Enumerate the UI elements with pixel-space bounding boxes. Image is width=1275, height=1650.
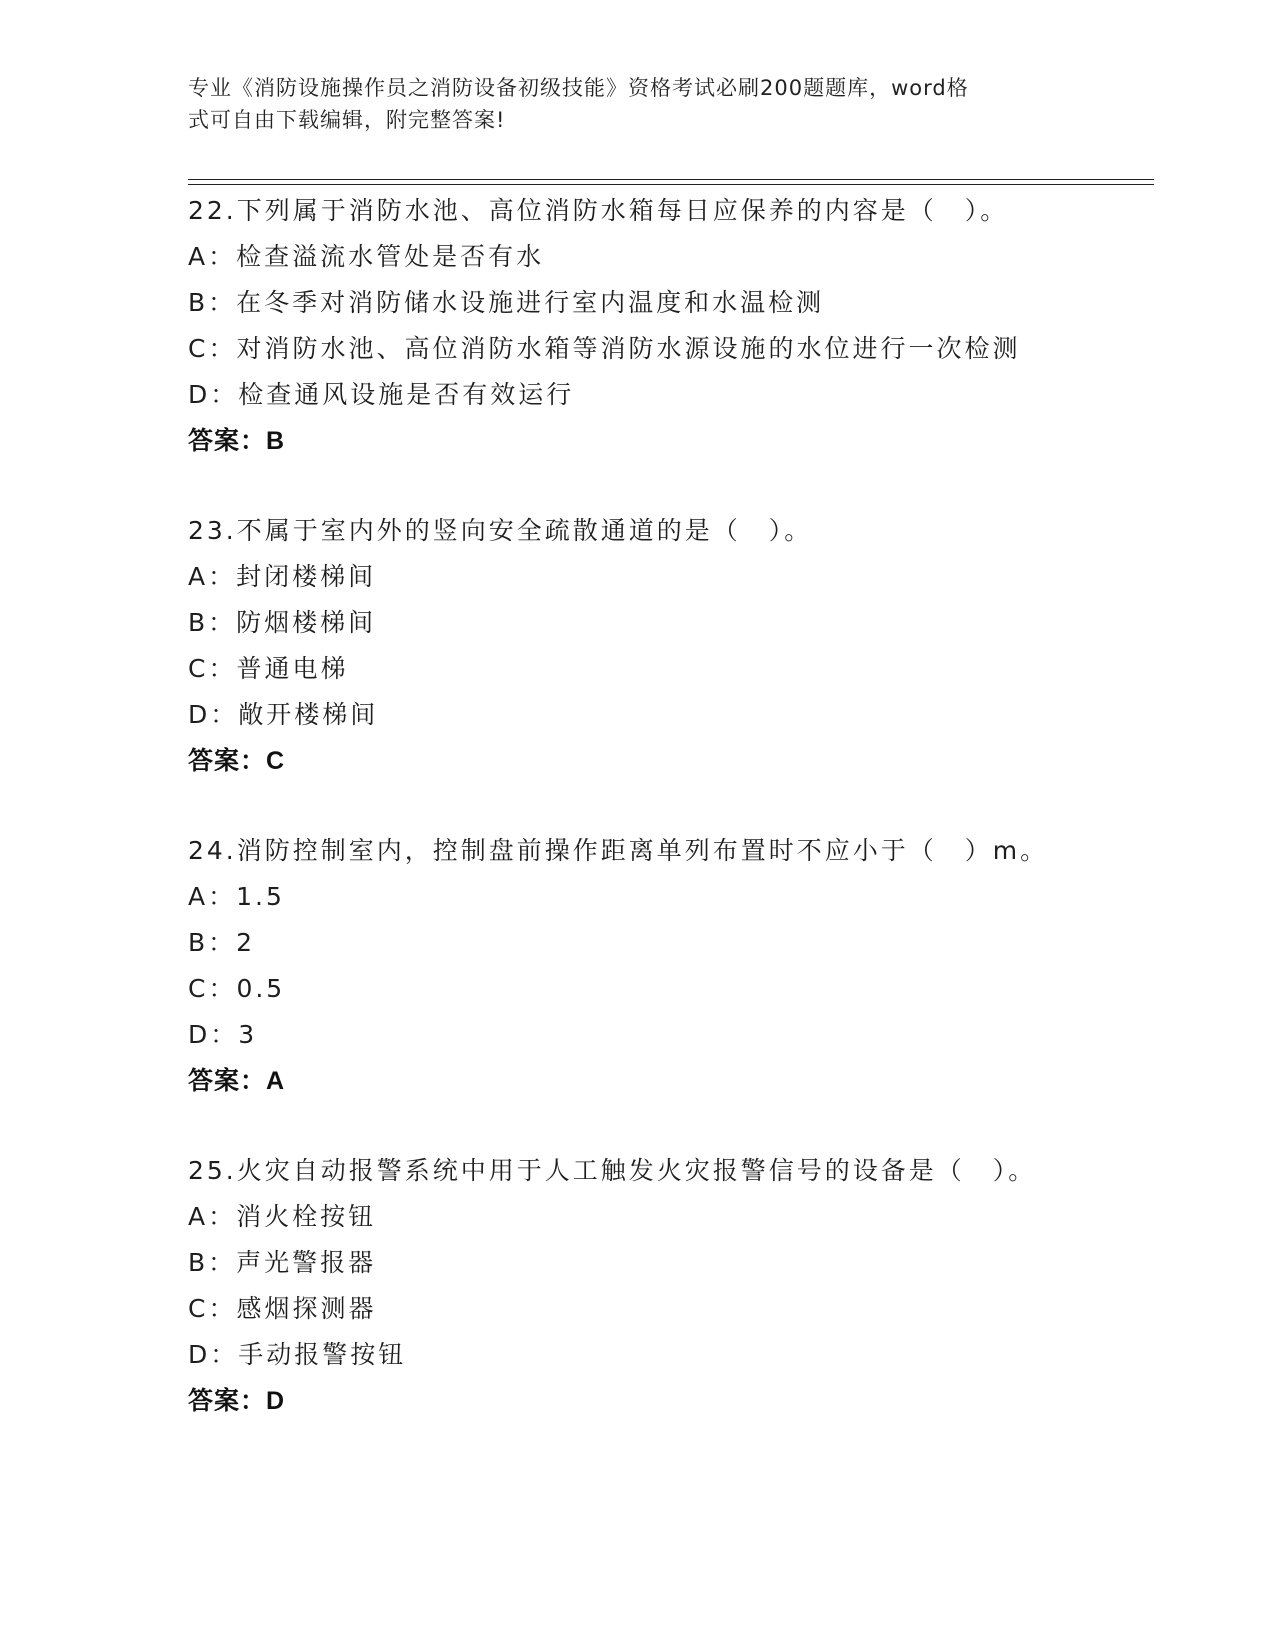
answer-value: C bbox=[266, 747, 285, 775]
question-stem: 25.火灾自动报警系统中用于人工触发火灾报警信号的设备是（ ）。 bbox=[188, 1156, 1037, 1185]
question-stem: 22.下列属于消防水池、高位消防水箱每日应保养的内容是（ ）。 bbox=[188, 196, 1009, 225]
option-c: C：0.5 bbox=[188, 974, 286, 1003]
answer-label: 答案： bbox=[188, 1066, 267, 1095]
option-b: B：声光警报器 bbox=[188, 1248, 377, 1277]
answer-value: D bbox=[266, 1387, 285, 1415]
option-d: D：敞开楼梯间 bbox=[188, 700, 379, 729]
option-d: D：手动报警按钮 bbox=[188, 1340, 407, 1369]
option-a: A：1.5 bbox=[188, 882, 285, 911]
question-stem: 24.消防控制室内，控制盘前操作距离单列布置时不应小于（ ）m。 bbox=[188, 836, 1049, 865]
answer-label: 答案： bbox=[188, 426, 267, 455]
answer-line bbox=[188, 1378, 1148, 1424]
question-24 bbox=[188, 828, 1148, 1104]
answer-value: B bbox=[266, 427, 285, 455]
answer-value: A bbox=[266, 1067, 285, 1095]
option-d: D：检查通风设施是否有效运行 bbox=[188, 380, 575, 409]
header-divider-bottom bbox=[188, 184, 1154, 185]
question-25 bbox=[188, 1148, 1148, 1424]
option-b: B：防烟楼梯间 bbox=[188, 608, 377, 637]
header-line-2: 式可自由下载编辑，附完整答案! bbox=[188, 108, 506, 132]
option-c: C：感烟探测器 bbox=[188, 1294, 377, 1323]
document-header bbox=[188, 72, 1068, 136]
option-a: A：封闭楼梯间 bbox=[188, 562, 377, 591]
question-22 bbox=[188, 188, 1148, 464]
option-a: A：消火栓按钮 bbox=[188, 1202, 377, 1231]
option-c: C：普通电梯 bbox=[188, 654, 349, 683]
answer-line bbox=[188, 418, 1148, 464]
option-d: D：3 bbox=[188, 1020, 258, 1049]
option-b: B：在冬季对消防储水设施进行室内温度和水温检测 bbox=[188, 288, 825, 317]
header-divider-top bbox=[188, 179, 1154, 180]
option-c: C：对消防水池、高位消防水箱等消防水源设施的水位进行一次检测 bbox=[188, 334, 1021, 363]
answer-line bbox=[188, 1058, 1148, 1104]
header-line-1: 专业《消防设施操作员之消防设备初级技能》资格考试必刷200题题库，word格 bbox=[188, 76, 969, 100]
option-b: B：2 bbox=[188, 928, 256, 957]
question-23 bbox=[188, 508, 1148, 784]
answer-line bbox=[188, 738, 1148, 784]
answer-label: 答案： bbox=[188, 746, 267, 775]
option-a: A：检查溢流水管处是否有水 bbox=[188, 242, 545, 271]
answer-label: 答案： bbox=[188, 1386, 267, 1415]
question-stem: 23.不属于室内外的竖向安全疏散通道的是（ ）。 bbox=[188, 516, 813, 545]
